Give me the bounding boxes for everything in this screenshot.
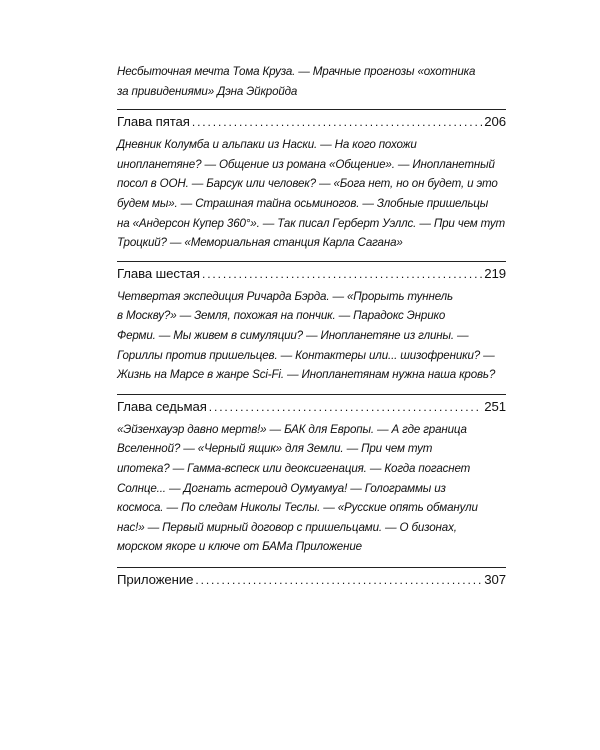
description-line: Дневник Колумба и альпаки из Наски. — На кого похожи [117, 138, 417, 152]
description-line: посол в ООН. — Барсук или человек? — «Бога нет, но он будет, и это [117, 177, 498, 191]
divider [117, 109, 506, 110]
description-line: «Эйзенхауэр давно мертв!» — БАК для Европы. — А где граница [117, 422, 467, 436]
toc-entry-chapter-6[interactable] [117, 264, 506, 284]
chapter-description [117, 135, 506, 253]
description-line: Несбыточная мечта Тома Круза. — Мрачные прогнозы «охотника [117, 65, 476, 78]
chapter-description [117, 420, 506, 557]
divider [117, 394, 506, 395]
dot-leader [209, 397, 483, 417]
toc-entry-appendix[interactable] [117, 570, 506, 590]
description-line: нас!» — Первый мирный договор с пришельцами. — О бизонах, [117, 520, 457, 534]
intro-description [117, 62, 506, 101]
description-line: космоса. — По следам Николы Теслы. — «Русские опять обманули [117, 501, 478, 515]
dot-leader [192, 112, 482, 132]
description-line: Четвертая экспедиция Ричарда Бэрда. — «Прорыть туннель [117, 289, 453, 303]
description-line: инопланетяне? — Общение из романа «Общение». — Инопланетный [117, 157, 495, 171]
description-line: Солнце... — Догнать астероид Оумуамуа! — Голограммы из [117, 481, 446, 495]
page-number: 206 [484, 114, 506, 130]
description-line: в Москву?» — Земля, похожая на пончик. — Парадокс Энрико [117, 309, 446, 323]
table-of-contents [117, 62, 506, 590]
description-line: Вселенной? — «Черный ящик» для Земли. — При чем тут [117, 442, 433, 456]
description-line: на «Андерсон Купер 360°». — Так писал Герберт Уэллс. — При чем тут [117, 216, 506, 230]
divider [117, 567, 506, 568]
description-line: морском якоре и ключе от БАМа Приложение [117, 540, 362, 554]
description-line: Троцкий? — «Мемориальная станция Карла Сагана» [117, 236, 403, 250]
description-line: за привидениями» Дэна Эйкройда [117, 84, 298, 98]
toc-entry-chapter-5[interactable] [117, 112, 506, 132]
chapter-title: Глава седьмая [117, 398, 207, 414]
description-line: будем мы». — Страшная тайна осьминогов. — Злобные пришельцы [117, 196, 489, 210]
description-line: Ферми. — Мы живем в симуляции? — Инопланетяне из глины. — [117, 328, 469, 342]
chapter-title: Глава пятая [117, 114, 190, 130]
divider [117, 261, 506, 262]
page-number: 219 [484, 265, 506, 281]
dot-leader [195, 570, 482, 590]
chapter-title: Глава шестая [117, 265, 200, 281]
description-line: ипотека? — Гамма-вспеск или деоксигенация. — Когда погаснет [117, 461, 471, 475]
chapter-description [117, 287, 506, 385]
chapter-title: Приложение [117, 571, 194, 587]
dot-leader [202, 264, 482, 284]
description-line: Жизнь на Марсе в жанре Sci-Fi. — Инопланетянам нужна наша кровь? [117, 368, 496, 382]
page-number: 307 [484, 571, 506, 587]
toc-entry-chapter-7[interactable] [117, 397, 506, 417]
page-number: 251 [484, 398, 506, 414]
description-line: Гориллы против пришельцев. — Контактеры или... шизофреники? — [117, 348, 495, 362]
